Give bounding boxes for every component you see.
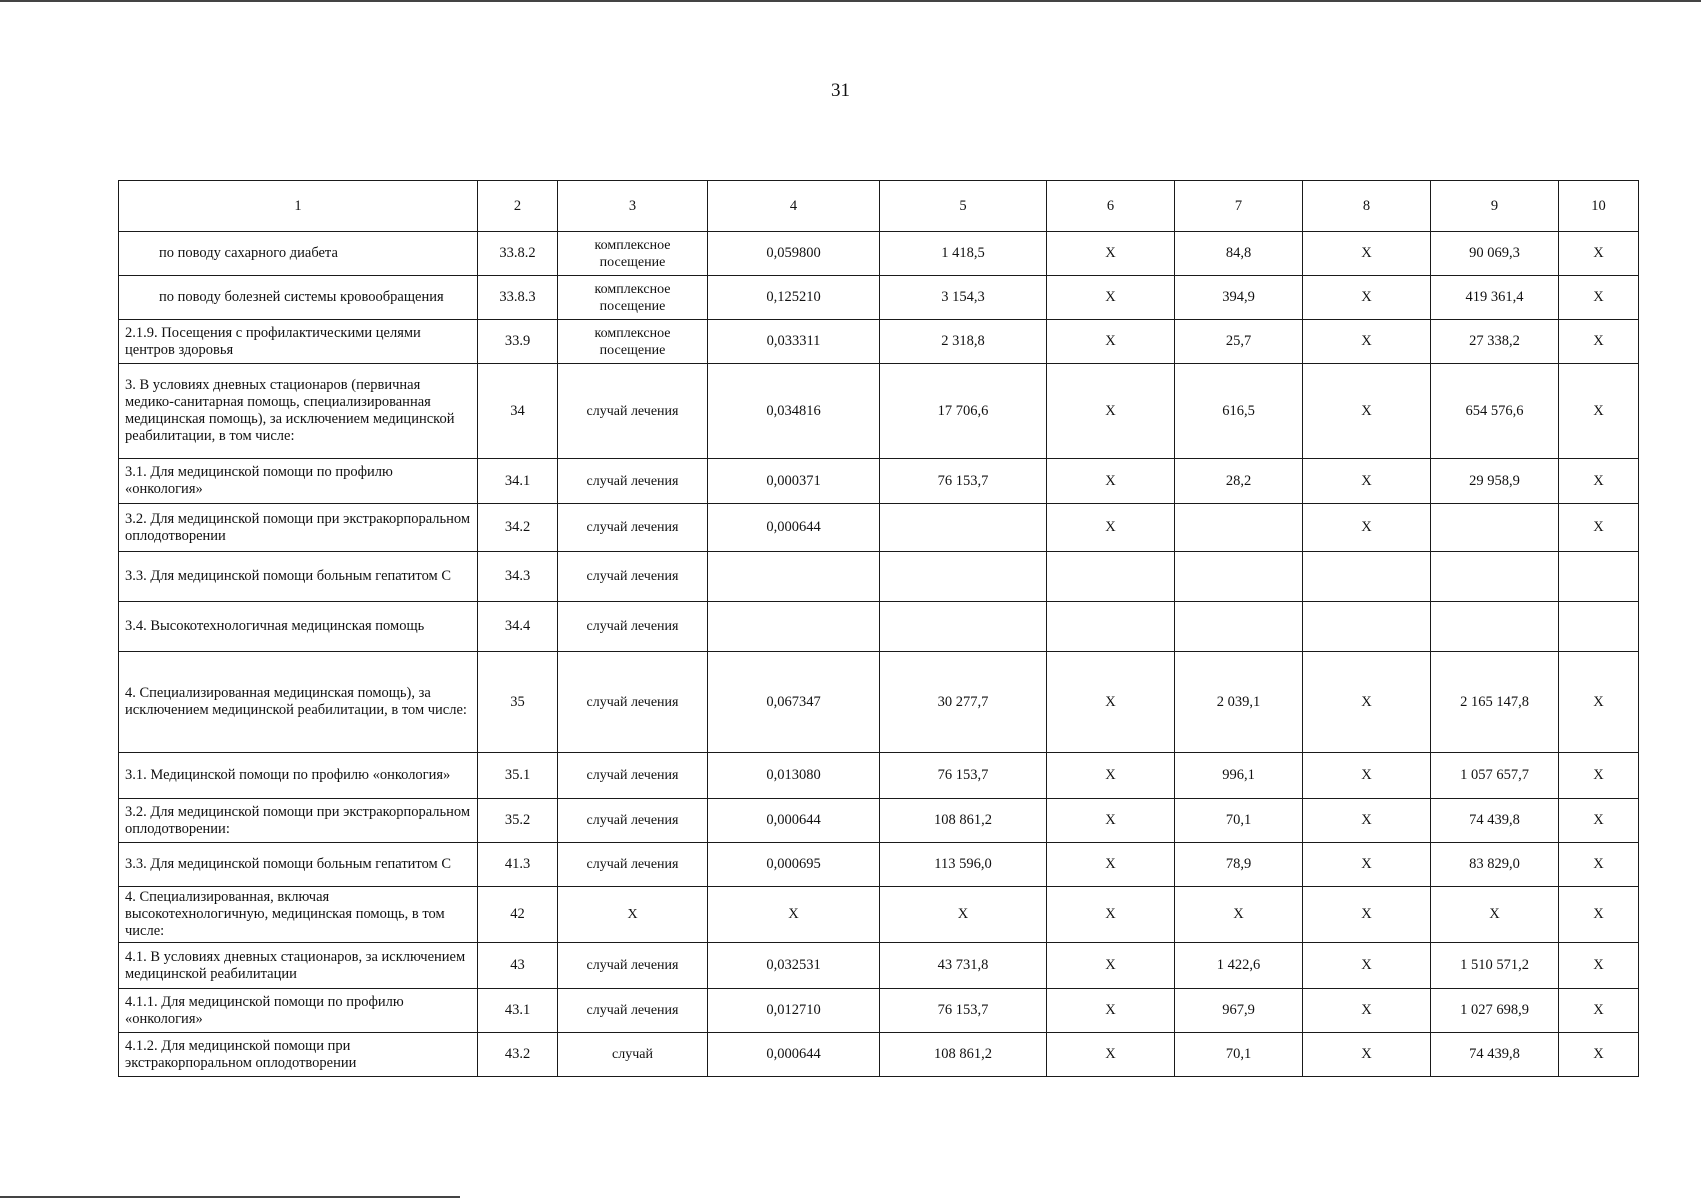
row-code: 34.1: [478, 459, 558, 504]
table-row: [119, 276, 1639, 320]
row-label: 4. Специализированная медицинская помощь), за исключением медицинской реабилитации, в том числе:: [119, 652, 478, 753]
row-label: по поводу болезней системы кровообращения: [119, 276, 478, 320]
column-header: 1: [119, 181, 478, 232]
value-cell: 76 153,7: [880, 989, 1047, 1033]
value-cell: Х: [1303, 320, 1431, 364]
value-cell: Х: [1303, 276, 1431, 320]
unit-cell: комплексное посещение: [558, 232, 708, 276]
unit-cell: случай лечения: [558, 459, 708, 504]
table-row: [119, 799, 1639, 843]
value-cell: 0,013080: [708, 753, 880, 799]
value-cell: 967,9: [1175, 989, 1303, 1033]
value-cell: [1431, 504, 1559, 552]
row-label: 4.1.2. Для медицинской помощи при экстракорпоральном оплодотворении: [119, 1033, 478, 1077]
value-cell: Х: [1047, 753, 1175, 799]
unit-cell: случай лечения: [558, 652, 708, 753]
value-cell: 0,032531: [708, 943, 880, 989]
value-cell: Х: [708, 887, 880, 943]
value-cell: Х: [1559, 1033, 1639, 1077]
table-row: [119, 552, 1639, 602]
value-cell: Х: [1047, 276, 1175, 320]
row-code: 34.3: [478, 552, 558, 602]
value-cell: 43 731,8: [880, 943, 1047, 989]
value-cell: [1303, 552, 1431, 602]
value-cell: 996,1: [1175, 753, 1303, 799]
value-cell: Х: [1303, 753, 1431, 799]
value-cell: 1 422,6: [1175, 943, 1303, 989]
row-code: 35.2: [478, 799, 558, 843]
value-cell: 76 153,7: [880, 459, 1047, 504]
value-cell: 83 829,0: [1431, 843, 1559, 887]
row-label: по поводу сахарного диабета: [119, 232, 478, 276]
value-cell: [1047, 552, 1175, 602]
unit-cell: случай лечения: [558, 753, 708, 799]
value-cell: 0,000695: [708, 843, 880, 887]
value-cell: 74 439,8: [1431, 1033, 1559, 1077]
value-cell: Х: [1559, 364, 1639, 459]
value-cell: 654 576,6: [1431, 364, 1559, 459]
value-cell: 2 039,1: [1175, 652, 1303, 753]
value-cell: 28,2: [1175, 459, 1303, 504]
value-cell: 1 027 698,9: [1431, 989, 1559, 1033]
column-header: 5: [880, 181, 1047, 232]
value-cell: Х: [1303, 459, 1431, 504]
table-row: [119, 843, 1639, 887]
scan-edge-top: [0, 0, 1701, 2]
table-row: [119, 887, 1639, 943]
value-cell: Х: [1303, 652, 1431, 753]
value-cell: Х: [1559, 799, 1639, 843]
value-cell: [1559, 552, 1639, 602]
value-cell: 25,7: [1175, 320, 1303, 364]
row-label: 3.3. Для медицинской помощи больным гепатитом С: [119, 843, 478, 887]
value-cell: 0,000644: [708, 504, 880, 552]
column-header: 3: [558, 181, 708, 232]
unit-cell: Х: [558, 887, 708, 943]
value-cell: [1303, 602, 1431, 652]
scan-edge-bottom: [0, 1196, 460, 1198]
value-cell: [708, 602, 880, 652]
value-cell: 0,000644: [708, 1033, 880, 1077]
value-cell: Х: [1047, 232, 1175, 276]
value-cell: Х: [880, 887, 1047, 943]
table-row: [119, 602, 1639, 652]
row-code: 42: [478, 887, 558, 943]
unit-cell: случай лечения: [558, 364, 708, 459]
value-cell: [880, 552, 1047, 602]
value-cell: 17 706,6: [880, 364, 1047, 459]
value-cell: 1 418,5: [880, 232, 1047, 276]
column-header: 10: [1559, 181, 1639, 232]
unit-cell: случай лечения: [558, 602, 708, 652]
table-row: [119, 504, 1639, 552]
column-header: 9: [1431, 181, 1559, 232]
value-cell: Х: [1559, 232, 1639, 276]
value-cell: 3 154,3: [880, 276, 1047, 320]
value-cell: Х: [1047, 1033, 1175, 1077]
row-label: 3.2. Для медицинской помощи при экстракорпоральном оплодотворении:: [119, 799, 478, 843]
row-label: 3. В условиях дневных стационаров (первичная медико-санитарная помощь, специализированная медицинская помощь), за исключением медицинской реабилитации, в том числе:: [119, 364, 478, 459]
row-label: 4.1.1. Для медицинской помощи по профилю «онкология»: [119, 989, 478, 1033]
value-cell: Х: [1559, 943, 1639, 989]
value-cell: Х: [1303, 504, 1431, 552]
value-cell: Х: [1303, 232, 1431, 276]
value-cell: 70,1: [1175, 1033, 1303, 1077]
value-cell: 84,8: [1175, 232, 1303, 276]
row-label: 3.2. Для медицинской помощи при экстракорпоральном оплодотворении: [119, 504, 478, 552]
value-cell: [1431, 602, 1559, 652]
value-cell: Х: [1559, 989, 1639, 1033]
table-row: [119, 1033, 1639, 1077]
value-cell: 2 318,8: [880, 320, 1047, 364]
unit-cell: случай лечения: [558, 843, 708, 887]
value-cell: 0,125210: [708, 276, 880, 320]
unit-cell: комплексное посещение: [558, 320, 708, 364]
value-cell: 1 057 657,7: [1431, 753, 1559, 799]
column-header: 6: [1047, 181, 1175, 232]
value-cell: 2 165 147,8: [1431, 652, 1559, 753]
row-code: 34.4: [478, 602, 558, 652]
row-code: 43.2: [478, 1033, 558, 1077]
value-cell: 1 510 571,2: [1431, 943, 1559, 989]
value-cell: 90 069,3: [1431, 232, 1559, 276]
value-cell: 27 338,2: [1431, 320, 1559, 364]
value-cell: [1175, 602, 1303, 652]
row-code: 33.9: [478, 320, 558, 364]
unit-cell: случай: [558, 1033, 708, 1077]
row-code: 34.2: [478, 504, 558, 552]
row-code: 35.1: [478, 753, 558, 799]
table-row: [119, 652, 1639, 753]
value-cell: Х: [1175, 887, 1303, 943]
unit-cell: случай лечения: [558, 552, 708, 602]
value-cell: 29 958,9: [1431, 459, 1559, 504]
value-cell: 0,000371: [708, 459, 880, 504]
table-row: [119, 364, 1639, 459]
value-cell: Х: [1303, 943, 1431, 989]
column-header: 4: [708, 181, 880, 232]
value-cell: Х: [1047, 504, 1175, 552]
value-cell: [880, 504, 1047, 552]
header-row: [119, 181, 1639, 232]
unit-cell: случай лечения: [558, 799, 708, 843]
table-row: [119, 459, 1639, 504]
column-header: 7: [1175, 181, 1303, 232]
table-row: [119, 989, 1639, 1033]
value-cell: Х: [1303, 799, 1431, 843]
value-cell: [1175, 504, 1303, 552]
value-cell: Х: [1559, 276, 1639, 320]
value-cell: [880, 602, 1047, 652]
value-cell: 0,000644: [708, 799, 880, 843]
row-code: 35: [478, 652, 558, 753]
value-cell: [1047, 602, 1175, 652]
value-cell: [1175, 552, 1303, 602]
value-cell: Х: [1303, 843, 1431, 887]
row-code: 43.1: [478, 989, 558, 1033]
value-cell: Х: [1047, 364, 1175, 459]
unit-cell: случай лечения: [558, 989, 708, 1033]
row-label: 4. Специализированная, включая высокотехнологичную, медицинская помощь, в том числе:: [119, 887, 478, 943]
value-cell: Х: [1559, 887, 1639, 943]
row-label: 3.4. Высокотехнологичная медицинская помощь: [119, 602, 478, 652]
row-label: 3.1. Медицинской помощи по профилю «онкология»: [119, 753, 478, 799]
value-cell: 0,012710: [708, 989, 880, 1033]
value-cell: Х: [1303, 887, 1431, 943]
value-cell: 0,033311: [708, 320, 880, 364]
value-cell: Х: [1303, 1033, 1431, 1077]
row-code: 33.8.3: [478, 276, 558, 320]
value-cell: 108 861,2: [880, 1033, 1047, 1077]
row-label: 4.1. В условиях дневных стационаров, за исключением медицинской реабилитации: [119, 943, 478, 989]
row-label: 2.1.9. Посещения с профилактическими целями центров здоровья: [119, 320, 478, 364]
value-cell: Х: [1047, 943, 1175, 989]
row-label: 3.1. Для медицинской помощи по профилю «онкология»: [119, 459, 478, 504]
value-cell: Х: [1047, 887, 1175, 943]
value-cell: [708, 552, 880, 602]
column-header: 8: [1303, 181, 1431, 232]
value-cell: Х: [1047, 799, 1175, 843]
value-cell: Х: [1303, 364, 1431, 459]
value-cell: Х: [1047, 459, 1175, 504]
value-cell: Х: [1047, 652, 1175, 753]
unit-cell: случай лечения: [558, 943, 708, 989]
value-cell: 30 277,7: [880, 652, 1047, 753]
value-cell: 74 439,8: [1431, 799, 1559, 843]
table-body: [119, 232, 1639, 1077]
table-row: [119, 753, 1639, 799]
row-code: 43: [478, 943, 558, 989]
value-cell: Х: [1431, 887, 1559, 943]
unit-cell: комплексное посещение: [558, 276, 708, 320]
value-cell: 419 361,4: [1431, 276, 1559, 320]
value-cell: Х: [1047, 320, 1175, 364]
value-cell: Х: [1047, 843, 1175, 887]
table-row: [119, 320, 1639, 364]
value-cell: Х: [1559, 652, 1639, 753]
value-cell: 0,034816: [708, 364, 880, 459]
table-row: [119, 943, 1639, 989]
row-label: 3.3. Для медицинской помощи больным гепатитом С: [119, 552, 478, 602]
value-cell: Х: [1559, 753, 1639, 799]
row-code: 34: [478, 364, 558, 459]
unit-cell: случай лечения: [558, 504, 708, 552]
column-header: 2: [478, 181, 558, 232]
value-cell: 78,9: [1175, 843, 1303, 887]
value-cell: 108 861,2: [880, 799, 1047, 843]
value-cell: 616,5: [1175, 364, 1303, 459]
value-cell: 0,059800: [708, 232, 880, 276]
page-number: 31: [831, 80, 850, 101]
value-cell: Х: [1559, 320, 1639, 364]
value-cell: 76 153,7: [880, 753, 1047, 799]
value-cell: Х: [1303, 989, 1431, 1033]
row-code: 41.3: [478, 843, 558, 887]
value-cell: 394,9: [1175, 276, 1303, 320]
value-cell: [1431, 552, 1559, 602]
value-cell: Х: [1047, 989, 1175, 1033]
value-cell: [1559, 602, 1639, 652]
value-cell: Х: [1559, 843, 1639, 887]
value-cell: Х: [1559, 504, 1639, 552]
row-code: 33.8.2: [478, 232, 558, 276]
value-cell: 0,067347: [708, 652, 880, 753]
value-cell: 113 596,0: [880, 843, 1047, 887]
table-row: [119, 232, 1639, 276]
value-cell: 70,1: [1175, 799, 1303, 843]
data-table: [118, 180, 1639, 1077]
value-cell: Х: [1559, 459, 1639, 504]
